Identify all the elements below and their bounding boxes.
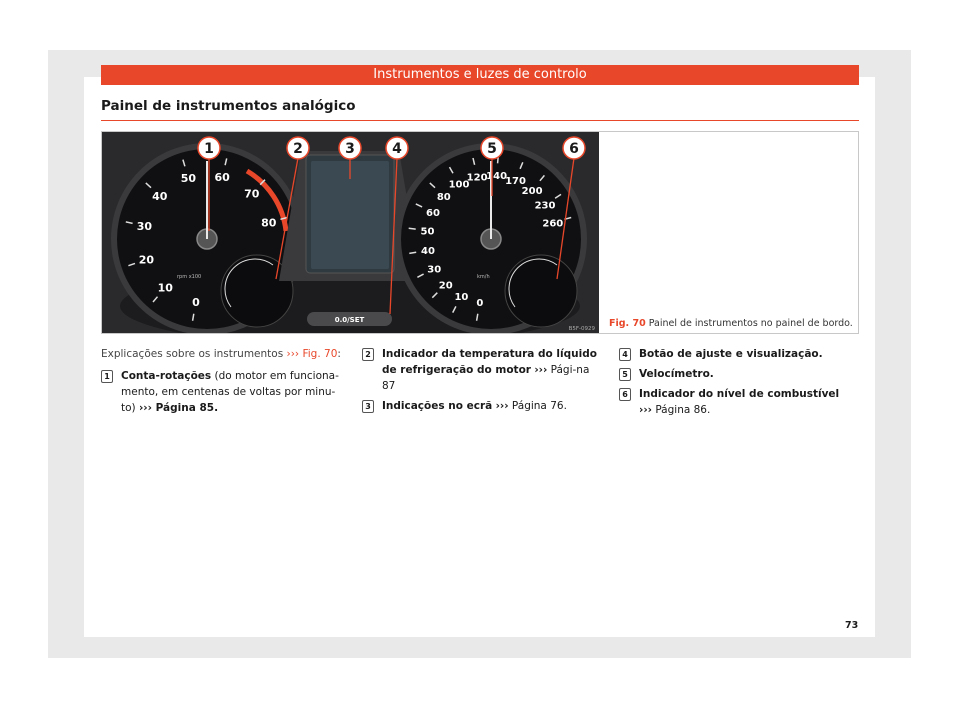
- section-title: Painel de instrumentos analógico: [101, 98, 356, 114]
- instrument-panel-illustration: [101, 131, 599, 333]
- gauge-tick-label: 0: [192, 296, 200, 309]
- gauge-tick-label: 260: [542, 218, 564, 230]
- gauge-tick-label: 20: [438, 280, 453, 292]
- gauge-tick-label: 170: [505, 175, 526, 187]
- intro-text: [101, 346, 343, 362]
- legend-number: 1: [101, 370, 113, 383]
- legend-item-1: [101, 368, 343, 416]
- legend-number: 2: [362, 348, 374, 361]
- gauge-tick-label: 40: [152, 189, 168, 203]
- legend-page-link[interactable]: Pági-na 87: [382, 364, 590, 392]
- legend-page-link[interactable]: Página 86.: [651, 404, 711, 416]
- legend-item-6: [619, 386, 859, 418]
- legend-item-4: [619, 346, 859, 362]
- legend-label: Indicações no ecrã: [382, 400, 493, 412]
- gauge-tick-label: 230: [534, 200, 556, 212]
- gauge-tick-label: 60: [426, 208, 440, 219]
- legend-label: Velocímetro.: [639, 368, 714, 380]
- gauge-tick-label: 20: [138, 253, 155, 267]
- gauge-tick-label: 30: [427, 264, 442, 276]
- gauge-tick-label: 140: [486, 171, 508, 183]
- caption-text: Painel de instrumentos no painel de bordo.: [648, 318, 853, 329]
- intro-colon: :: [337, 348, 341, 360]
- callout-number: 3: [345, 141, 355, 157]
- legend-number: 6: [619, 388, 631, 401]
- column-1: [101, 346, 343, 416]
- column-3: [619, 346, 859, 418]
- display-button-label: 0.0/SET: [334, 316, 365, 324]
- legend-label: Indicador da temperatura do líquido de refrigeração do motor: [382, 348, 597, 376]
- legend-label: Indicador do nível de combustível: [639, 388, 840, 400]
- legend-item-2: [362, 346, 602, 394]
- legend-arrow: ›››: [534, 364, 548, 376]
- gauge-tick-label: 80: [436, 191, 451, 203]
- legend-label: Botão de ajuste e visualização.: [639, 348, 823, 360]
- legend-number: 5: [619, 368, 631, 381]
- gauge-tick-label: 10: [454, 291, 469, 303]
- callout-number: 4: [392, 141, 402, 157]
- fuel-gauge: [505, 255, 577, 327]
- tacho-unit-label: rpm x100: [177, 274, 202, 280]
- legend-item-3: [362, 398, 602, 414]
- caption-figure-ref: Fig. 70: [609, 318, 646, 329]
- legend-number: 3: [362, 400, 374, 413]
- gauge-tick-label: 50: [420, 226, 435, 238]
- page-number: 73: [845, 620, 859, 631]
- gauge-tick-label: 10: [157, 281, 173, 295]
- legend-item-5: [619, 366, 859, 382]
- gauge-tick-mark: [409, 228, 416, 229]
- gauge-tick-label: 70: [244, 187, 260, 201]
- image-code: B5F-0929: [568, 326, 595, 332]
- legend-label: Conta-rotações: [121, 370, 212, 382]
- speedo-unit-label: km/h: [477, 274, 490, 280]
- legend-page-link[interactable]: Página 85.: [151, 402, 219, 414]
- gauge-tick-label: 120: [466, 172, 488, 184]
- instrument-panel-figure: [101, 131, 599, 333]
- gauge-tick-label: 50: [180, 171, 197, 185]
- intro-figure-link[interactable]: Fig. 70: [302, 348, 338, 360]
- intro-arrow: ›››: [286, 348, 300, 360]
- gauge-tick-label: 200: [521, 186, 543, 197]
- column-2: [362, 346, 602, 414]
- chapter-header: Instrumentos e luzes de controlo: [101, 65, 859, 85]
- legend-arrow: ›››: [639, 404, 652, 416]
- legend-arrow: ›››: [495, 400, 509, 412]
- callout-number: 1: [204, 141, 214, 157]
- section-divider: [101, 120, 859, 121]
- callout-number: 5: [487, 141, 497, 157]
- gauge-tick-label: 40: [421, 246, 435, 258]
- callout-number: 6: [569, 141, 579, 157]
- legend-desc: (do motor em funciona-mento, em centenas de voltas por minu-to): [121, 370, 339, 414]
- gauge-tick-label: 0: [476, 298, 484, 309]
- intro-label: Explicações sobre os instrumentos: [101, 348, 284, 360]
- gauge-tick-label: 100: [448, 179, 470, 191]
- legend-page-link[interactable]: Página 76.: [508, 400, 567, 412]
- figure-caption: [609, 318, 853, 329]
- legend-arrow: ›››: [138, 402, 152, 414]
- gauge-tick-label: 30: [136, 219, 153, 233]
- gauge-tick-label: 80: [261, 216, 277, 230]
- legend-number: 4: [619, 348, 631, 361]
- gauge-tick-label: 60: [214, 170, 230, 184]
- callout-number: 2: [293, 141, 303, 157]
